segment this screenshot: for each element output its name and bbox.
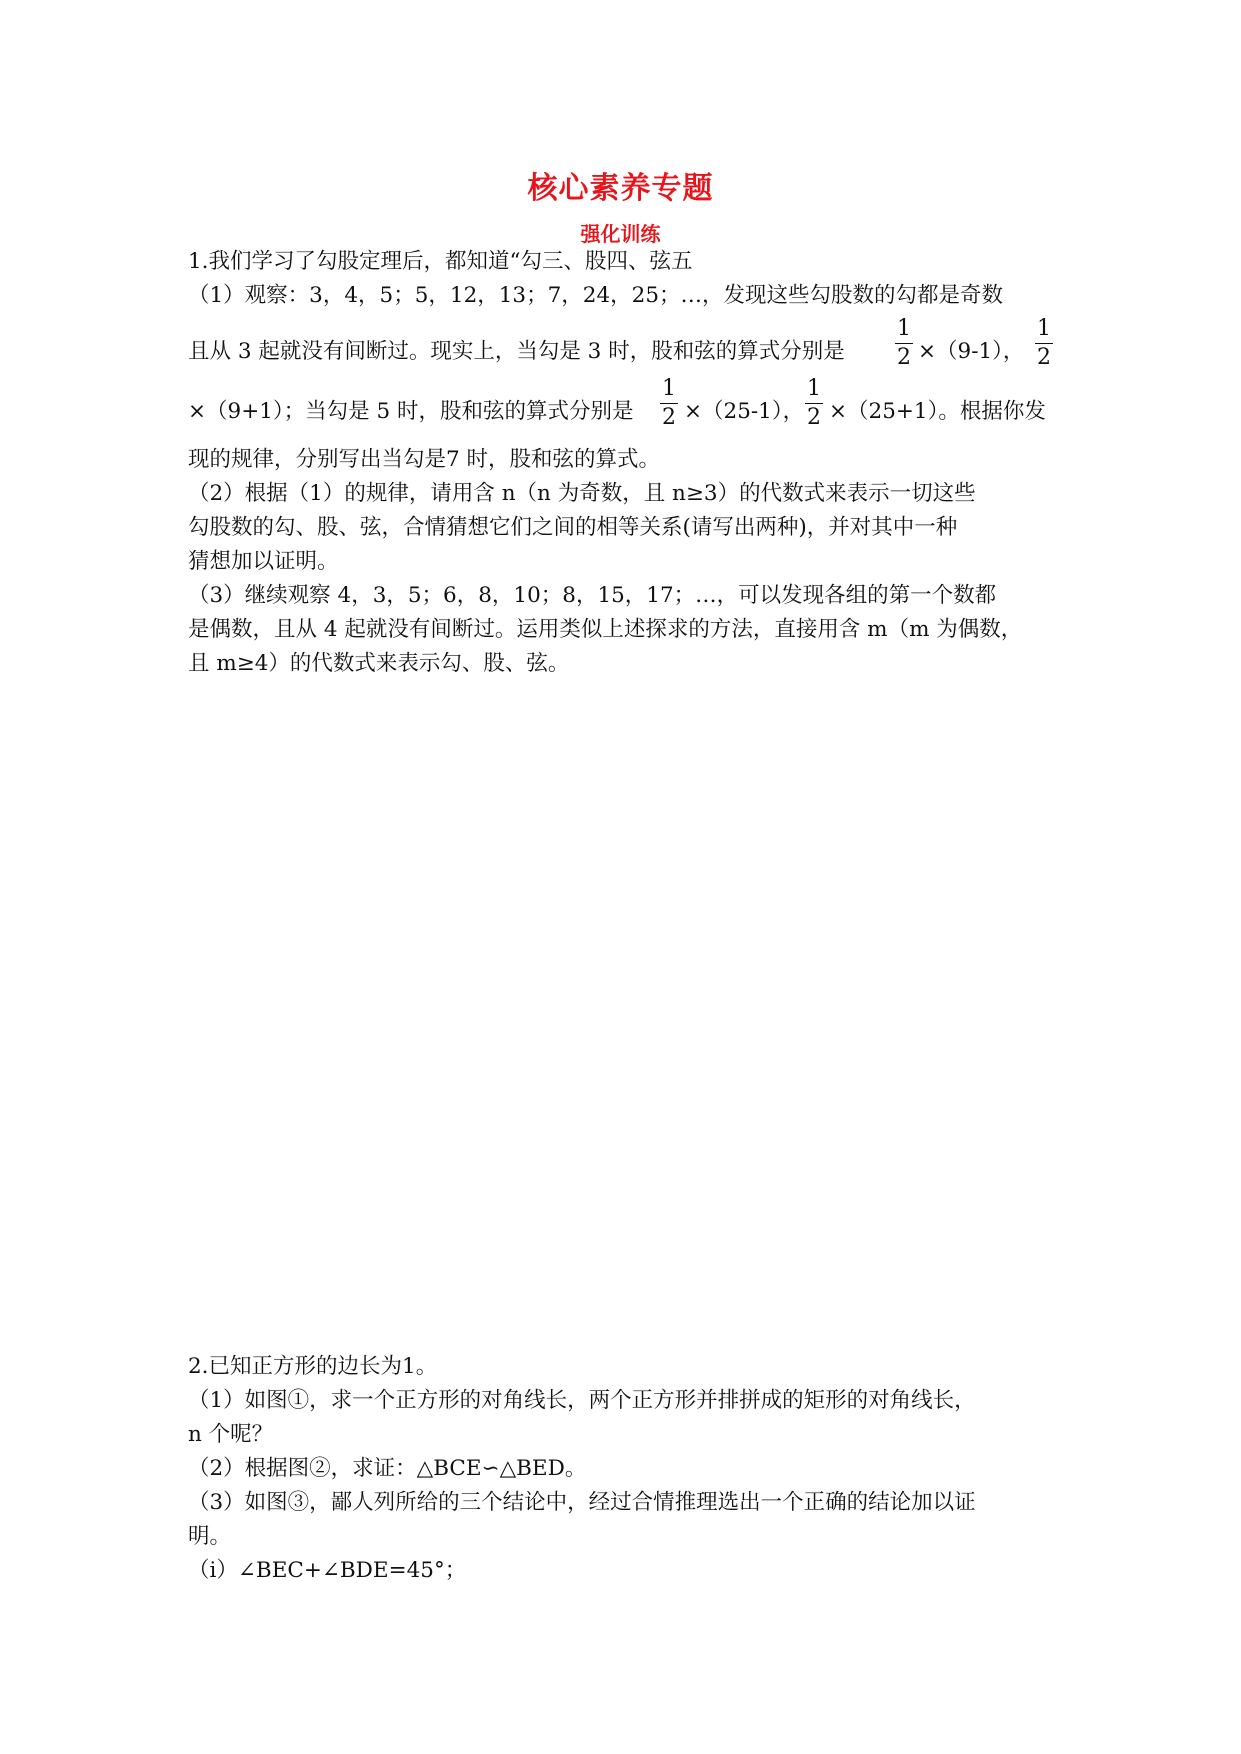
fraction-numerator: 1	[662, 376, 676, 401]
q2-part3-line2: 明。	[188, 1524, 232, 1549]
fraction-denominator: 2	[662, 405, 676, 430]
q1-part1-line2b: ×（9-1），	[918, 339, 1025, 364]
q1-part2-line2: 勾股数的勾、股、弦，合情猜想它们之间的相等关系(请写出两种)，并对其中一种	[188, 515, 958, 540]
q1-part2-line1: （2）根据（1）的规律，请用含 n（n 为奇数，且 n≥3）的代数式来表示一切这些	[188, 481, 976, 506]
fraction-numerator: 1	[1037, 316, 1051, 341]
fraction-denominator: 2	[897, 345, 911, 370]
q1-part1-line3c: ×（25+1）。根据你发	[829, 399, 1046, 424]
fraction-bar	[895, 343, 913, 344]
q1-part1-line3b: ×（25-1），	[684, 399, 805, 424]
q2-item-i: （ⅰ）∠BEC+∠BDE=45°；	[188, 1558, 467, 1583]
q1-part1-line4: 现的规律，分别写出当勾是7 时，股和弦的算式。	[188, 447, 661, 472]
page-subtitle: 强化训练	[580, 222, 661, 246]
fraction-numerator: 1	[897, 316, 911, 341]
fraction-numerator: 1	[807, 376, 821, 401]
q1-intro: 1.我们学习了勾股定理后，都知道“勾三、股四、弦五	[188, 249, 693, 274]
q2-part2: （2）根据图②，求证：△BCE∽△BED。	[188, 1456, 587, 1481]
q1-part3-line1: （3）继续观察 4，3，5；6，8，10；8，15，17；…，可以发现各组的第一个数都	[188, 583, 997, 608]
q1-part2-line3: 猜想加以证明。	[188, 549, 339, 574]
q1-part1-line3a: ×（9+1）；当勾是 5 时，股和弦的算式分别是	[188, 399, 634, 424]
fraction-half	[658, 376, 680, 431]
q2-part1-line2: n 个呢？	[188, 1422, 274, 1447]
q2-intro: 2.已知正方形的边长为1。	[188, 1354, 438, 1379]
q2-part1-line1: （1）如图①，求一个正方形的对角线长，两个正方形并排拼成的矩形的对角线长，	[188, 1388, 976, 1413]
q1-part1-line1: （1）观察：3，4，5；5，12，13；7，24，25；…，发现这些勾股数的勾都是奇数	[188, 283, 1004, 308]
q1-part1-line2a: 且从 3 起就没有间断过。现实上，当勾是 3 时，股和弦的算式分别是	[188, 339, 845, 364]
fraction-bar	[805, 403, 823, 404]
fraction-denominator: 2	[807, 405, 821, 430]
fraction-half	[803, 376, 825, 431]
fraction-denominator: 2	[1037, 345, 1051, 370]
fraction-half	[1033, 316, 1055, 371]
fraction-bar	[1035, 343, 1053, 344]
q1-part3-line2: 是偶数，且从 4 起就没有间断过。运用类似上述探求的方法，直接用含 m（m 为偶数，	[188, 617, 1023, 642]
fraction-half	[893, 316, 915, 371]
fraction-bar	[660, 403, 678, 404]
q2-part3-line1: （3）如图③，鄙人列所给的三个结论中，经过合情推理选出一个正确的结论加以证	[188, 1490, 976, 1515]
q1-part3-line3: 且 m≥4）的代数式来表示勾、股、弦。	[188, 651, 570, 676]
page-title: 核心素养专题	[527, 171, 714, 206]
